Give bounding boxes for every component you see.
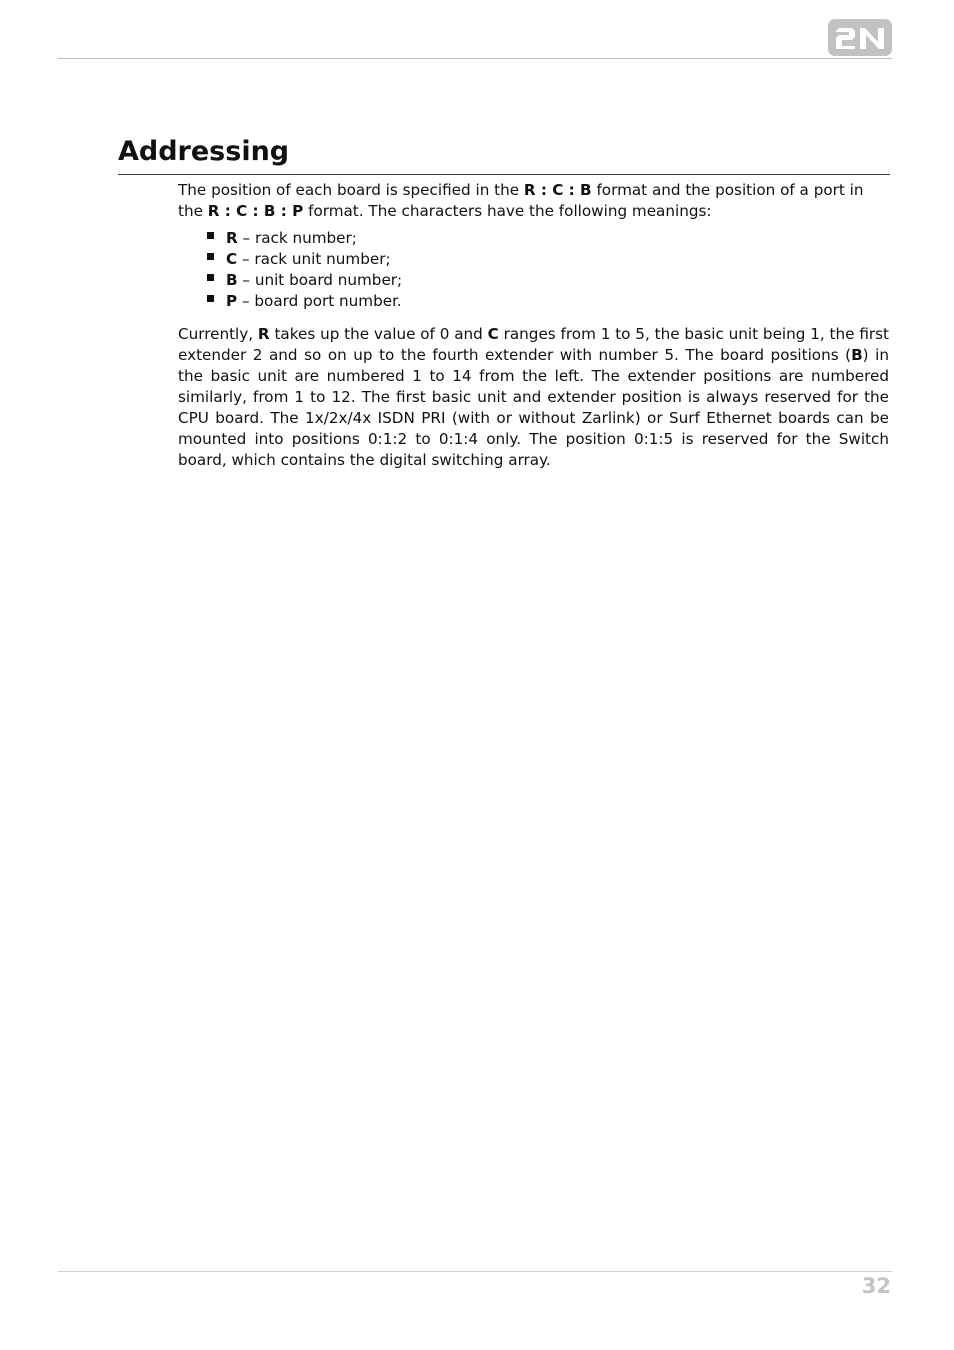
- bullet-square-icon: [207, 253, 214, 260]
- page-title: Addressing: [118, 136, 290, 167]
- list-item: [178, 270, 889, 291]
- bullet-square-icon: [207, 274, 214, 281]
- meaning-list: [178, 228, 889, 312]
- body-text-1: Currently,: [178, 325, 258, 343]
- list-item-text: – unit board number;: [237, 271, 403, 289]
- intro-format-board: R : C : B: [523, 181, 592, 199]
- body-bold-b: B: [851, 346, 863, 364]
- body-text-2: takes up the value of 0 and: [269, 325, 488, 343]
- body-paragraph: [178, 324, 889, 471]
- body-bold-r: R: [257, 325, 270, 343]
- intro-text-3: format. The characters have the following meanings:: [303, 202, 712, 220]
- body-bold-c: C: [487, 325, 499, 343]
- intro-format-port: R : C : B : P: [207, 202, 304, 220]
- brand-logo: [828, 19, 892, 56]
- list-item-key: R: [226, 229, 238, 247]
- header-rule: [58, 58, 892, 59]
- footer-rule: [58, 1271, 892, 1272]
- body-text-4: ) in the basic unit are numbered 1 to 14 from the left. The extender positions are numbered similarly, from 1 to 12. The first basic unit and extender position is always reserved for the CPU board. The 1x/2x/4x ISDN PRI (with or without Zarlink) or Surf Ethernet boards can be mounted into positions 0:1:2 to 0:1:4 only. The position 0:1:5 is reserved for the Switch board, which contains the digital switching array.: [178, 346, 889, 469]
- list-item-key: C: [226, 250, 238, 268]
- list-item: [178, 249, 889, 270]
- list-item-text: – rack unit number;: [237, 250, 391, 268]
- intro-text-2: format and the position of a port in the: [178, 181, 864, 220]
- list-item-key: P: [226, 292, 238, 310]
- list-item-key: B: [226, 271, 238, 289]
- bullet-square-icon: [207, 232, 214, 239]
- bullet-square-icon: [207, 295, 214, 302]
- intro-paragraph: [178, 180, 889, 222]
- body-text-3: ranges from 1 to 5, the basic unit being 1, the first extender 2 and so on up to the fourth extender with number 5. The board positions (: [178, 325, 889, 364]
- intro-text-1: The position of each board is specified in the: [178, 181, 524, 199]
- page-number: 32: [861, 1274, 891, 1298]
- list-item-text: – board port number.: [237, 292, 402, 310]
- list-item-text: – rack number;: [237, 229, 357, 247]
- title-underline: [118, 174, 890, 175]
- list-item: [178, 291, 889, 312]
- logo-graphic: [828, 19, 892, 56]
- content-body: [178, 180, 889, 471]
- list-item: [178, 228, 889, 249]
